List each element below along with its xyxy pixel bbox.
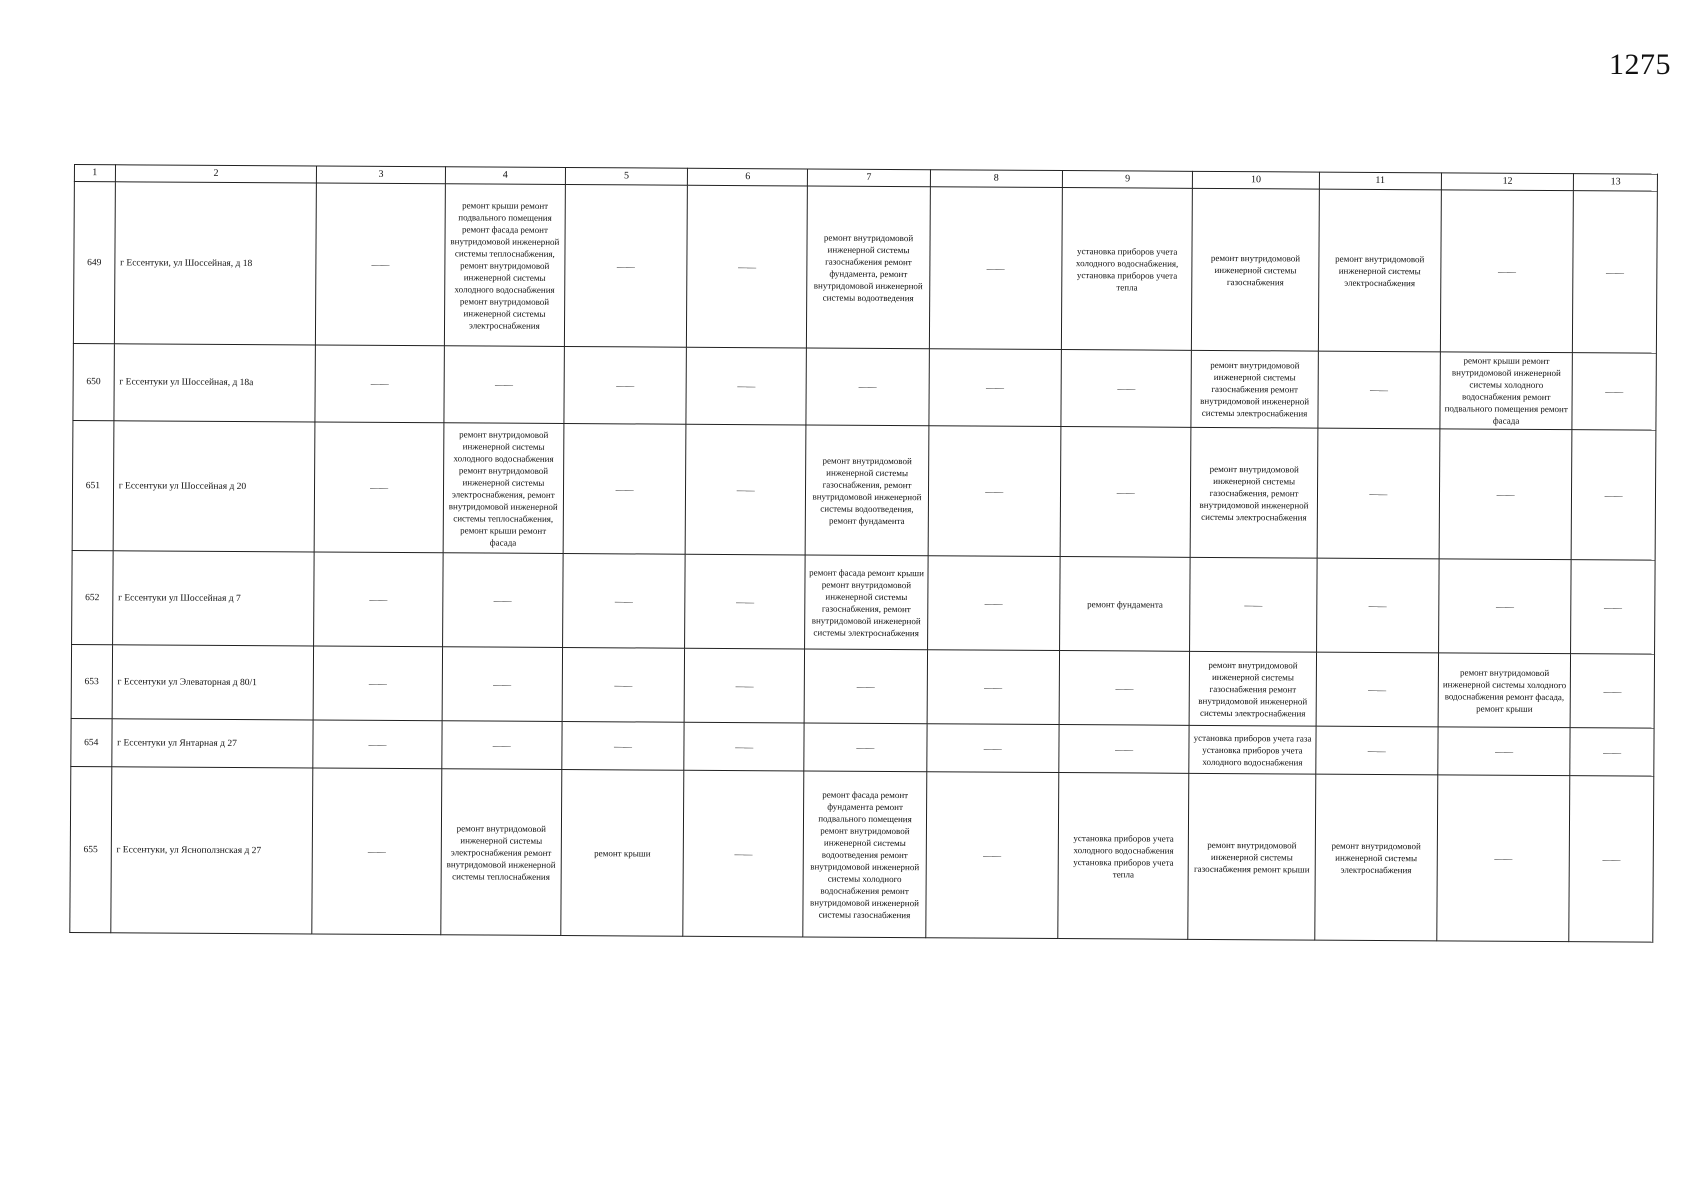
work-cell: ремонт крыши ремонт подвального помещения ремонт фасада ремонт внутридомовой инженерной системы теплоснабжения, ремонт внутридомовой инженерной системы холодного водоснабжения ремонт внутридомовой инженерной системы электроснабжения (444, 184, 565, 347)
row-number: 649 (73, 182, 115, 344)
work-cell: ремонт внутридомовой инженерной системы газоснабжения, ремонт внутридомовой инженерной системы водоотведения, ремонт фундамента (806, 425, 929, 556)
column-header: 1 (74, 165, 115, 182)
work-cell: —— (687, 185, 808, 348)
address-cell: г Ессентуки, ул Ясноползнская д 27 (111, 767, 314, 934)
work-cell: —— (925, 772, 1058, 939)
work-cell: —— (684, 648, 805, 723)
column-header: 10 (1193, 171, 1319, 189)
capital-repair-table (69, 164, 1658, 943)
work-cell: —— (804, 723, 927, 772)
work-cell: —— (315, 422, 444, 553)
table-row (70, 766, 1654, 942)
row-number: 654 (71, 718, 112, 766)
table-row (72, 420, 1656, 560)
work-cell: —— (1061, 350, 1192, 428)
work-cell: —— (562, 721, 685, 770)
work-cell: ремонт фасада ремонт крыши ремонт внутридомовой инженерной системы газоснабжения, ремонт внутридомовой инженерной системы электроснабжения (805, 555, 928, 650)
work-cell: —— (312, 768, 441, 935)
work-cell: установка приборов учета газа установка приборов учета холодного водоснабжения (1189, 725, 1316, 774)
work-cell: ремонт фасада ремонт фундамента ремонт подвального помещения ремонт внутридомовой инженерной системы водоотведения ремонт внутридомовой инженерной системы холодного водоснабжения ремонт внутридомовой инженерной системы газоснабжения (803, 771, 926, 938)
page-number: 1275 (1609, 48, 1671, 81)
work-cell: —— (1059, 725, 1190, 774)
row-number: 653 (71, 644, 112, 718)
work-cell: ремонт внутридомовой инженерной системы электроснабжения (1318, 189, 1441, 352)
work-cell: —— (929, 349, 1062, 427)
column-header: 7 (808, 169, 930, 187)
table-row (73, 182, 1657, 354)
column-header: 12 (1441, 173, 1574, 191)
column-header: 2 (115, 165, 317, 183)
work-cell: ремонт внутридомовой инженерной системы холодного водоснабжения ремонт фасада, ремонт крыши (1438, 653, 1571, 728)
column-header: 11 (1319, 172, 1441, 190)
column-header: 6 (688, 168, 808, 186)
work-cell: —— (1571, 560, 1655, 655)
work-cell: —— (1569, 776, 1654, 943)
address-cell: г Ессентуки ул Шоссейная д 20 (113, 421, 315, 552)
work-cell: —— (1572, 353, 1656, 431)
work-cell: ремонт крыши ремонт внутридомовой инженерной системы холодного водоснабжения ремонт подвального помещения ремонт фасада (1440, 352, 1573, 430)
work-cell: —— (683, 770, 804, 937)
work-cell: —— (442, 647, 563, 722)
work-cell: —— (562, 647, 685, 722)
work-cell: —— (929, 187, 1062, 350)
work-cell: —— (926, 724, 1059, 773)
work-cell: —— (1059, 651, 1190, 726)
work-cell: ремонт внутридомовой инженерной системы газоснабжения (1192, 188, 1319, 351)
work-cell: —— (1318, 351, 1441, 429)
work-cell: —— (1060, 427, 1191, 558)
column-header: 4 (445, 167, 565, 185)
work-cell: —— (563, 553, 686, 648)
work-cell: —— (1570, 728, 1654, 777)
work-cell: —— (1190, 557, 1317, 652)
work-cell: ремонт внутридомовой инженерной системы газоснабжения ремонт фундамента, ремонт внутридомовой инженерной системы водоотведения (807, 186, 930, 349)
column-header: 5 (565, 168, 687, 186)
table-row (73, 343, 1656, 430)
column-header: 3 (317, 166, 445, 184)
work-cell: установка приборов учета холодного водоснабжения установка приборов учета тепла (1058, 773, 1189, 940)
work-cell: —— (685, 554, 806, 649)
work-cell: —— (927, 556, 1060, 651)
work-cell: —— (1316, 652, 1439, 727)
work-cell: —— (564, 346, 687, 424)
work-cell: ремонт внутридомовой инженерной системы газоснабжения ремонт крыши (1188, 773, 1315, 940)
work-cell: —— (804, 649, 927, 724)
work-cell: —— (442, 553, 563, 648)
work-cell: —— (1317, 428, 1440, 559)
work-cell: —— (1573, 191, 1658, 354)
work-cell: —— (686, 347, 807, 425)
work-cell: —— (564, 185, 687, 348)
address-cell: г Ессентуки ул Шоссейная, д 18а (114, 344, 316, 422)
work-cell: —— (1571, 430, 1655, 561)
row-number: 651 (72, 420, 114, 550)
work-cell: —— (685, 424, 806, 555)
work-cell: —— (1439, 429, 1572, 560)
row-number: 652 (72, 550, 113, 644)
address-cell: г Ессентуки ул Янтарная д 27 (112, 719, 314, 768)
work-cell: ремонт внутридомовой инженерной системы газоснабжения ремонт внутридомовой инженерной системы электроснабжения (1189, 651, 1316, 726)
table-row (72, 550, 1656, 654)
work-cell: установка приборов учета холодного водоснабжения, установка приборов учета тепла (1061, 188, 1192, 351)
work-cell: —— (1570, 654, 1654, 729)
work-cell: —— (442, 721, 562, 770)
address-cell: г Ессентуки ул Шоссейная д 7 (112, 551, 314, 646)
work-cell: ремонт фундамента (1060, 557, 1191, 652)
column-header: 9 (1062, 171, 1192, 189)
work-cell: —— (444, 346, 565, 424)
row-number: 655 (70, 766, 112, 932)
work-cell: —— (806, 348, 929, 426)
work-cell: —— (563, 423, 686, 554)
table-row (71, 644, 1654, 728)
work-cell: —— (314, 646, 443, 721)
work-cell: —— (1437, 775, 1570, 942)
work-cell: ремонт внутридомовой инженерной системы электроснабжения ремонт внутридомовой инженерной системы теплоснабжения (441, 769, 562, 936)
work-cell: —— (927, 650, 1060, 725)
work-cell: ремонт внутридомовой инженерной системы электроснабжения (1315, 774, 1438, 941)
work-cell: —— (1438, 559, 1571, 654)
work-cell: —— (316, 183, 445, 346)
row-number: 650 (73, 343, 114, 420)
work-cell: —— (1440, 190, 1573, 353)
work-cell: ремонт внутридомовой инженерной системы газоснабжения ремонт внутридомовой инженерной системы электроснабжения (1191, 350, 1318, 428)
column-header: 13 (1574, 174, 1658, 192)
work-cell: —— (1316, 558, 1439, 653)
work-cell: ремонт внутридомовой инженерной системы холодного водоснабжения ремонт внутридомовой инженерной системы электроснабжения, ремонт внутридомовой инженерной системы теплоснабжения, ремонт крыши ремонт фасада (443, 423, 564, 554)
address-cell: г Ессентуки, ул Шоссейная, д 18 (114, 182, 317, 345)
column-header: 8 (930, 170, 1063, 188)
work-cell: ремонт крыши (561, 769, 684, 936)
work-cell: —— (1316, 726, 1439, 775)
work-cell: —— (315, 345, 444, 423)
address-cell: г Ессентуки ул Элеваторная д 80/1 (112, 645, 314, 720)
work-cell: —— (928, 426, 1061, 557)
work-cell: —— (684, 722, 804, 771)
work-cell: —— (1438, 727, 1571, 776)
work-cell: ремонт внутридомовой инженерной системы газоснабжения, ремонт внутридомовой инженерной системы электроснабжения (1191, 427, 1318, 558)
work-cell: —— (314, 552, 443, 647)
work-cell: —— (313, 720, 442, 769)
